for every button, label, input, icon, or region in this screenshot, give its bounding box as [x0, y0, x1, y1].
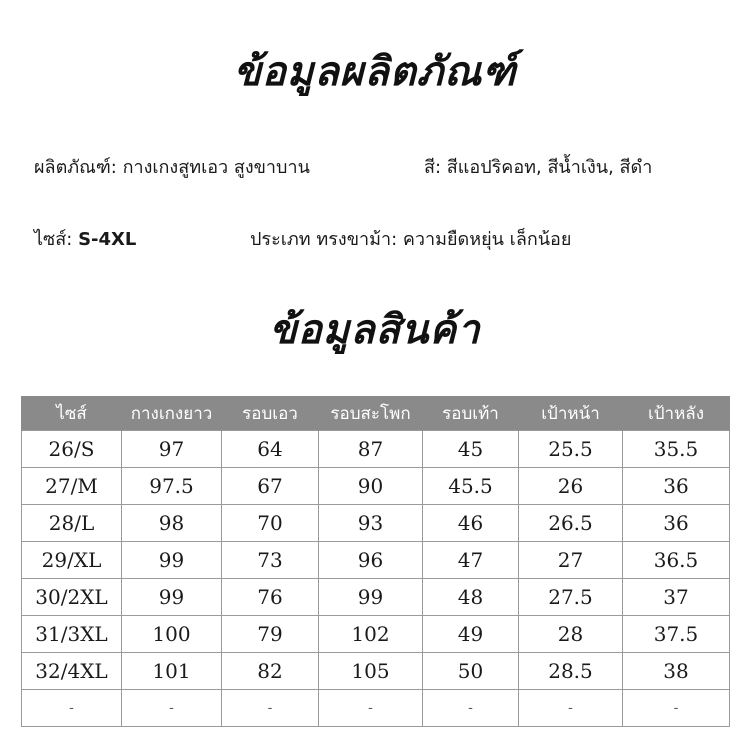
table-cell: 98: [122, 505, 222, 542]
table-cell: 48: [423, 579, 519, 616]
table-row: [22, 616, 730, 653]
size-chart-table: [21, 396, 730, 727]
column-header: ไซส์: [22, 396, 122, 431]
table-cell: 28/L: [22, 505, 122, 542]
table-cell: 99: [319, 579, 423, 616]
table-cell: 36: [623, 468, 730, 505]
table-cell: 36.5: [623, 542, 730, 579]
table-cell: 37: [623, 579, 730, 616]
table-row: [22, 505, 730, 542]
table-cell: 101: [122, 653, 222, 690]
column-header: รอบเท้า: [423, 396, 519, 431]
product-value: กางเกงสูทเอว สูงขาบาน: [122, 157, 310, 178]
table-cell: 35.5: [623, 431, 730, 468]
table-cell: 73: [222, 542, 319, 579]
column-header: กางเกงยาว: [122, 396, 222, 431]
type-info-line: [250, 226, 571, 254]
table-cell: 29/XL: [22, 542, 122, 579]
product-info-line: [34, 154, 310, 182]
table-row: [22, 431, 730, 468]
table-cell: 82: [222, 653, 319, 690]
table-cell: 31/3XL: [22, 616, 122, 653]
table-cell: 99: [122, 579, 222, 616]
column-header: เป้าหน้า: [519, 396, 623, 431]
table-row: [22, 468, 730, 505]
table-cell: 26.5: [519, 505, 623, 542]
table-row: [22, 579, 730, 616]
table-cell: 25.5: [519, 431, 623, 468]
table-cell: 38: [623, 653, 730, 690]
table-body: [22, 431, 730, 727]
table-cell: 27: [519, 542, 623, 579]
table-cell: 32/4XL: [22, 653, 122, 690]
table-header-row: [22, 396, 730, 431]
table-cell: 28.5: [519, 653, 623, 690]
column-header: รอบสะโพก: [319, 396, 423, 431]
table-cell: 70: [222, 505, 319, 542]
table-cell: 76: [222, 579, 319, 616]
table-cell: 27.5: [519, 579, 623, 616]
table-cell: 37.5: [623, 616, 730, 653]
table-cell: 30/2XL: [22, 579, 122, 616]
table-cell: 93: [319, 505, 423, 542]
table-cell: -: [222, 690, 319, 727]
table-cell: 45.5: [423, 468, 519, 505]
table-cell: 99: [122, 542, 222, 579]
color-value: สีแอปริคอท, สีน้ำเงิน, สีดำ: [446, 157, 653, 178]
size-chart-title: ข้อมูลสินค้า: [269, 307, 481, 353]
size-info-line: [34, 226, 136, 254]
table-cell: 64: [222, 431, 319, 468]
product-label: ผลิตภัณฑ์:: [34, 157, 117, 178]
table-row: [22, 542, 730, 579]
table-cell: 28: [519, 616, 623, 653]
table-cell: 87: [319, 431, 423, 468]
table-row: [22, 690, 730, 727]
color-info-line: [424, 154, 652, 182]
table-cell: 102: [319, 616, 423, 653]
table-cell: -: [519, 690, 623, 727]
column-header: รอบเอว: [222, 396, 319, 431]
table-cell: 79: [222, 616, 319, 653]
table-cell: 27/M: [22, 468, 122, 505]
table-cell: 97.5: [122, 468, 222, 505]
column-header: เป้าหลัง: [623, 396, 730, 431]
color-label: สี:: [424, 157, 442, 178]
table-cell: -: [122, 690, 222, 727]
table-cell: 26/S: [22, 431, 122, 468]
table-cell: -: [423, 690, 519, 727]
table-cell: -: [22, 690, 122, 727]
table-row: [22, 653, 730, 690]
table-cell: -: [623, 690, 730, 727]
table-cell: 96: [319, 542, 423, 579]
size-label: ไซส์:: [34, 229, 73, 250]
table-cell: 26: [519, 468, 623, 505]
table-cell: 36: [623, 505, 730, 542]
table-cell: 100: [122, 616, 222, 653]
type-value: ความยืดหยุ่น เล็กน้อย: [402, 229, 572, 250]
table-cell: 67: [222, 468, 319, 505]
table-cell: 90: [319, 468, 423, 505]
type-label: ประเภท ทรงขาม้า:: [250, 229, 398, 250]
table-cell: 97: [122, 431, 222, 468]
table-cell: 45: [423, 431, 519, 468]
table-cell: 50: [423, 653, 519, 690]
size-value: S-4XL: [78, 229, 137, 250]
table-cell: 105: [319, 653, 423, 690]
product-info-title: ข้อมูลผลิตภัณฑ์: [233, 49, 517, 95]
table-cell: 49: [423, 616, 519, 653]
table-cell: -: [319, 690, 423, 727]
table-cell: 46: [423, 505, 519, 542]
table-cell: 47: [423, 542, 519, 579]
